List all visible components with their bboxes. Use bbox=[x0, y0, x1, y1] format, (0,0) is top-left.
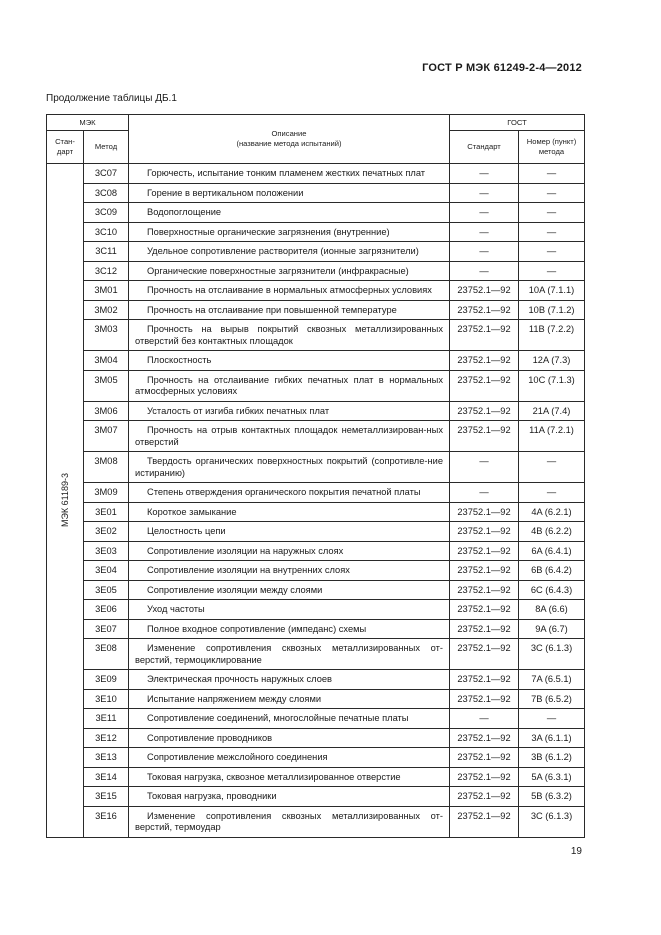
table-row bbox=[47, 483, 585, 503]
gost-standard: 23752.1—92 bbox=[450, 580, 519, 600]
gost-standard: 23752.1—92 bbox=[450, 320, 519, 351]
gost-standard: — bbox=[450, 183, 519, 203]
method-code: 3M03 bbox=[84, 320, 129, 351]
method-code: 3M05 bbox=[84, 370, 129, 401]
method-description-text: Сопротивление изоляции на внутренних слоях bbox=[147, 565, 350, 575]
method-description-text: Целостность цепи bbox=[147, 526, 226, 536]
method-description-text: Сопротивление межслойного соединения bbox=[147, 752, 328, 762]
method-code: 3E10 bbox=[84, 689, 129, 709]
method-code: 3C08 bbox=[84, 183, 129, 203]
method-description bbox=[129, 421, 450, 452]
gost-method-number: 6A (6.4.1) bbox=[519, 541, 585, 561]
method-description-text: Прочность на отслаивание при повышенной температуре bbox=[147, 304, 397, 315]
table-body bbox=[47, 164, 585, 838]
gost-standard: 23752.1—92 bbox=[450, 421, 519, 452]
header-standard: Стан- дарт bbox=[47, 131, 84, 164]
gost-standard: 23752.1—92 bbox=[450, 806, 519, 837]
method-description-text: Прочность на отслаивание гибких печатных плат в нормальных атмосферных условиях bbox=[135, 374, 443, 396]
gost-method-number: 6C (6.4.3) bbox=[519, 580, 585, 600]
method-description bbox=[129, 300, 450, 320]
method-description bbox=[129, 261, 450, 281]
method-code: 3E05 bbox=[84, 580, 129, 600]
header-method: Метод bbox=[84, 131, 129, 164]
method-code: 3E02 bbox=[84, 522, 129, 542]
table-row bbox=[47, 320, 585, 351]
table-row bbox=[47, 748, 585, 768]
gost-standard: 23752.1—92 bbox=[450, 689, 519, 709]
method-code: 3E07 bbox=[84, 619, 129, 639]
method-code: 3C10 bbox=[84, 222, 129, 242]
method-code: 3E12 bbox=[84, 728, 129, 748]
method-description bbox=[129, 281, 450, 301]
gost-method-number: 8A (6.6) bbox=[519, 600, 585, 620]
table-row bbox=[47, 421, 585, 452]
gost-method-number: 3C (6.1.3) bbox=[519, 806, 585, 837]
header-gost-number: Номер (пункт) метода bbox=[519, 131, 585, 164]
table-row bbox=[47, 164, 585, 184]
method-description bbox=[129, 600, 450, 620]
method-description-text: Токовая нагрузка, проводники bbox=[147, 791, 277, 801]
gost-standard: — bbox=[450, 222, 519, 242]
method-description-text: Сопротивление соединений, многослойные печатные платы bbox=[147, 713, 409, 723]
method-description-text: Электрическая прочность наружных слоев bbox=[147, 674, 332, 684]
method-description bbox=[129, 502, 450, 522]
method-description-text: Сопротивление изоляции между слоями bbox=[147, 584, 323, 595]
method-description bbox=[129, 806, 450, 837]
gost-method-number: 10C (7.1.3) bbox=[519, 370, 585, 401]
gost-method-number: — bbox=[519, 164, 585, 184]
method-description bbox=[129, 767, 450, 787]
header-gost-group: ГОСТ bbox=[450, 115, 585, 131]
method-description-text: Прочность на вырыв покрытий сквозных металлизированных отверстий без контактных площадок bbox=[135, 324, 443, 346]
method-code: 3E06 bbox=[84, 600, 129, 620]
gost-method-number: 10A (7.1.1) bbox=[519, 281, 585, 301]
method-description bbox=[129, 222, 450, 242]
table-row bbox=[47, 670, 585, 690]
table-caption: Продолжение таблицы ДБ.1 bbox=[46, 93, 177, 104]
method-description bbox=[129, 351, 450, 371]
method-description-text: Водопоглощение bbox=[147, 207, 222, 217]
table-row bbox=[47, 541, 585, 561]
gost-standard: 23752.1—92 bbox=[450, 561, 519, 581]
method-description bbox=[129, 670, 450, 690]
gost-method-number: — bbox=[519, 183, 585, 203]
method-code: 3E11 bbox=[84, 709, 129, 729]
method-description-text: Степень отверждения органического покрытия печатной платы bbox=[147, 487, 421, 497]
method-code: 3E01 bbox=[84, 502, 129, 522]
table-row bbox=[47, 767, 585, 787]
table-row bbox=[47, 502, 585, 522]
method-description bbox=[129, 580, 450, 600]
method-description-text: Уход частоты bbox=[147, 604, 205, 614]
gost-method-number: 11A (7.2.1) bbox=[519, 421, 585, 452]
gost-standard: 23752.1—92 bbox=[450, 502, 519, 522]
method-code: 3M07 bbox=[84, 421, 129, 452]
table-row bbox=[47, 689, 585, 709]
gost-method-number: 10B (7.1.2) bbox=[519, 300, 585, 320]
gost-method-number: 5B (6.3.2) bbox=[519, 787, 585, 807]
table-row bbox=[47, 452, 585, 483]
gost-method-number: 3B (6.1.2) bbox=[519, 748, 585, 768]
method-description bbox=[129, 370, 450, 401]
method-description bbox=[129, 728, 450, 748]
method-code: 3E04 bbox=[84, 561, 129, 581]
method-code: 3E08 bbox=[84, 639, 129, 670]
method-description-text: Прочность на отслаивание в нормальных атмосферных условиях bbox=[147, 285, 432, 295]
method-description bbox=[129, 748, 450, 768]
header-iec-group: МЭК bbox=[47, 115, 129, 131]
gost-method-number: 5A (6.3.1) bbox=[519, 767, 585, 787]
method-code: 3E15 bbox=[84, 787, 129, 807]
table-row bbox=[47, 709, 585, 729]
method-description-text: Токовая нагрузка, сквозное металлизированное отверстие bbox=[147, 771, 401, 782]
gost-method-number: 21A (7.4) bbox=[519, 401, 585, 421]
method-description-text: Изменение сопротивления сквозных металлизированных от-верстий, термоциклирование bbox=[135, 643, 443, 665]
method-description bbox=[129, 242, 450, 262]
method-code: 3M08 bbox=[84, 452, 129, 483]
method-description bbox=[129, 541, 450, 561]
gost-standard: — bbox=[450, 242, 519, 262]
method-code: 3E16 bbox=[84, 806, 129, 837]
table-row bbox=[47, 580, 585, 600]
method-description-text: Испытание напряжением между слоями bbox=[147, 693, 322, 704]
table-row bbox=[47, 639, 585, 670]
gost-method-number: 7B (6.5.2) bbox=[519, 689, 585, 709]
method-description bbox=[129, 639, 450, 670]
method-description bbox=[129, 709, 450, 729]
method-description bbox=[129, 183, 450, 203]
gost-standard: 23752.1—92 bbox=[450, 670, 519, 690]
header-description: Описание (название метода испытаний) bbox=[129, 115, 450, 164]
method-description bbox=[129, 483, 450, 503]
method-code: 3M01 bbox=[84, 281, 129, 301]
method-description bbox=[129, 164, 450, 184]
method-description-text: Прочность на отрыв контактных площадок неметаллизирован-ных отверстий bbox=[135, 425, 443, 447]
gost-standard: — bbox=[450, 164, 519, 184]
gost-standard: 23752.1—92 bbox=[450, 600, 519, 620]
gost-standard: — bbox=[450, 261, 519, 281]
method-description bbox=[129, 522, 450, 542]
document-code: ГОСТ Р МЭК 61249-2-4—2012 bbox=[422, 62, 582, 74]
method-description bbox=[129, 689, 450, 709]
method-code: 3E14 bbox=[84, 767, 129, 787]
table-row bbox=[47, 401, 585, 421]
method-code: 3E13 bbox=[84, 748, 129, 768]
method-code: 3M04 bbox=[84, 351, 129, 371]
gost-method-number: 11B (7.2.2) bbox=[519, 320, 585, 351]
standard-cell bbox=[47, 164, 84, 838]
gost-standard: 23752.1—92 bbox=[450, 281, 519, 301]
method-description bbox=[129, 561, 450, 581]
gost-standard: 23752.1—92 bbox=[450, 522, 519, 542]
method-code: 3C09 bbox=[84, 203, 129, 223]
gost-method-number: — bbox=[519, 242, 585, 262]
method-code: 3M09 bbox=[84, 483, 129, 503]
method-description bbox=[129, 452, 450, 483]
method-description-text: Удельное сопротивление растворителя (ионные загрязнители) bbox=[147, 246, 419, 256]
method-description-text: Твердость органических поверхностных покрытий (сопротивле-ние истиранию) bbox=[135, 456, 443, 478]
gost-standard: 23752.1—92 bbox=[450, 619, 519, 639]
gost-method-number: — bbox=[519, 709, 585, 729]
method-description-text: Органические поверхностные загрязнители (инфракрасные) bbox=[147, 265, 409, 276]
gost-standard: — bbox=[450, 203, 519, 223]
page-number: 19 bbox=[570, 846, 582, 857]
method-code: 3C12 bbox=[84, 261, 129, 281]
table-row bbox=[47, 522, 585, 542]
gost-method-number: 9A (6.7) bbox=[519, 619, 585, 639]
table-row bbox=[47, 222, 585, 242]
table-row bbox=[47, 806, 585, 837]
table-row bbox=[47, 600, 585, 620]
gost-standard: 23752.1—92 bbox=[450, 370, 519, 401]
table-row bbox=[47, 281, 585, 301]
gost-standard: 23752.1—92 bbox=[450, 767, 519, 787]
method-description-text: Усталость от изгиба гибких печатных плат bbox=[147, 405, 330, 416]
method-description-text: Сопротивление проводников bbox=[147, 732, 273, 743]
method-description bbox=[129, 787, 450, 807]
gost-method-number: 4A (6.2.1) bbox=[519, 502, 585, 522]
method-description-text: Горение в вертикальном положении bbox=[147, 187, 304, 198]
gost-method-number: — bbox=[519, 261, 585, 281]
method-code: 3C11 bbox=[84, 242, 129, 262]
table-row bbox=[47, 242, 585, 262]
method-description-text: Полное входное сопротивление (импеданс) схемы bbox=[147, 623, 367, 634]
methods-table bbox=[46, 114, 585, 838]
method-code: 3C07 bbox=[84, 164, 129, 184]
method-code: 3E09 bbox=[84, 670, 129, 690]
gost-method-number: — bbox=[519, 222, 585, 242]
table-row bbox=[47, 787, 585, 807]
gost-method-number: 3A (6.1.1) bbox=[519, 728, 585, 748]
gost-method-number: — bbox=[519, 452, 585, 483]
gost-method-number: — bbox=[519, 483, 585, 503]
gost-standard: — bbox=[450, 452, 519, 483]
standard-label: МЭК 61189-3 bbox=[60, 473, 70, 528]
table-row bbox=[47, 370, 585, 401]
gost-standard: 23752.1—92 bbox=[450, 351, 519, 371]
method-description-text: Поверхностные органические загрязнения (внутренние) bbox=[147, 226, 390, 237]
gost-method-number: 3C (6.1.3) bbox=[519, 639, 585, 670]
table-row bbox=[47, 261, 585, 281]
method-description bbox=[129, 401, 450, 421]
method-description-text: Изменение сопротивления сквозных металлизированных от-верстий, термоудар bbox=[135, 810, 443, 832]
method-description-text: Горючесть, испытание тонким пламенем жестких печатных плат bbox=[147, 168, 426, 178]
gost-method-number: — bbox=[519, 203, 585, 223]
table-row bbox=[47, 203, 585, 223]
table-row bbox=[47, 619, 585, 639]
method-code: 3M06 bbox=[84, 401, 129, 421]
gost-standard: 23752.1—92 bbox=[450, 300, 519, 320]
gost-standard: — bbox=[450, 709, 519, 729]
gost-standard: 23752.1—92 bbox=[450, 787, 519, 807]
table-row bbox=[47, 351, 585, 371]
gost-standard: — bbox=[450, 483, 519, 503]
method-description bbox=[129, 619, 450, 639]
gost-standard: 23752.1—92 bbox=[450, 541, 519, 561]
header-gost-standard: Стандарт bbox=[450, 131, 519, 164]
gost-method-number: 6B (6.4.2) bbox=[519, 561, 585, 581]
method-code: 3E03 bbox=[84, 541, 129, 561]
method-code: 3M02 bbox=[84, 300, 129, 320]
gost-standard: 23752.1—92 bbox=[450, 728, 519, 748]
method-description-text: Сопротивление изоляции на наружных слоях bbox=[147, 545, 344, 556]
gost-method-number: 12A (7.3) bbox=[519, 351, 585, 371]
method-description bbox=[129, 203, 450, 223]
gost-standard: 23752.1—92 bbox=[450, 401, 519, 421]
gost-method-number: 7A (6.5.1) bbox=[519, 670, 585, 690]
gost-method-number: 4B (6.2.2) bbox=[519, 522, 585, 542]
table-row bbox=[47, 300, 585, 320]
method-description-text: Короткое замыкание bbox=[147, 506, 237, 517]
gost-standard: 23752.1—92 bbox=[450, 748, 519, 768]
table-row bbox=[47, 183, 585, 203]
table-row bbox=[47, 561, 585, 581]
method-description bbox=[129, 320, 450, 351]
table-row bbox=[47, 728, 585, 748]
gost-standard: 23752.1—92 bbox=[450, 639, 519, 670]
method-description-text: Плоскостность bbox=[147, 355, 212, 365]
